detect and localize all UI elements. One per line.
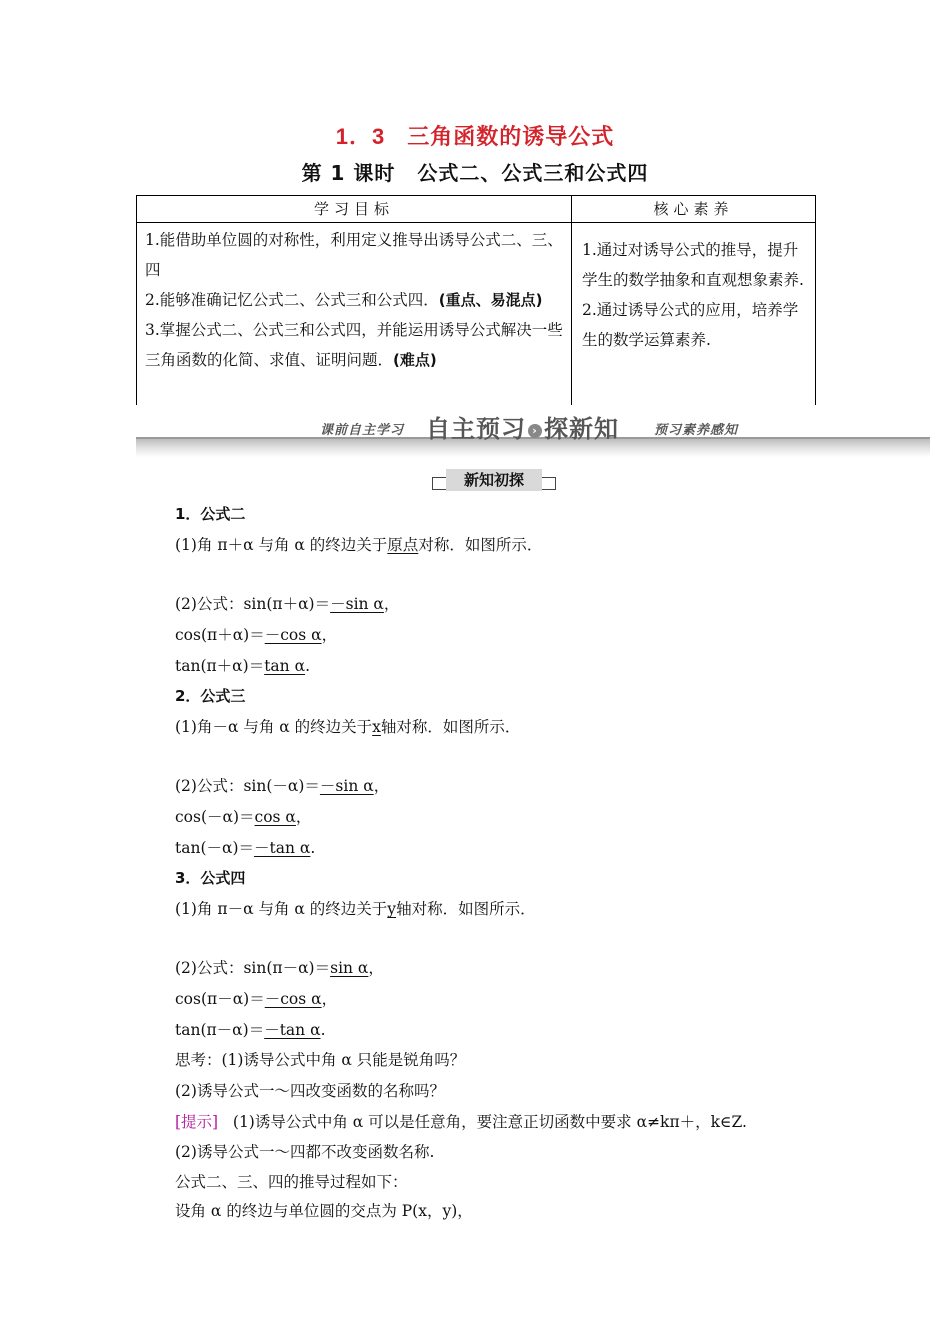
formula-three-line-3: cos(－α)＝cos α， (175, 808, 312, 826)
formula-two-line-4: tan(π＋α)＝tan α. (175, 657, 310, 675)
goal-item-1: 1.能借助单位圆的对称性，利用定义推导出诱导公式二、三、四 (145, 231, 563, 279)
lesson-number: 1．3 (335, 124, 386, 149)
lesson-title-text: 三角函数的诱导公式 (407, 125, 615, 150)
think-question-2: (2)诱导公式一～四改变函数的名称吗？ (175, 1082, 445, 1100)
tip-line-2: (2)诱导公式一～四都不改变函数名称. (175, 1143, 435, 1161)
formula-three-heading: 2．公式三 (175, 687, 246, 705)
goal-item-3: 3.掌握公式二、公式三和公式四，并能运用诱导公式解决一些三角函数的化简、求值、证明问题．(难点) (145, 321, 563, 369)
banner-right-label: 预习素养感知 (654, 423, 739, 438)
subtitle-topic: 公式二、公式三和公式四 (417, 161, 649, 185)
formula-four-line-3: cos(π－α)＝－cos α， (175, 990, 338, 1008)
goals-header: 学习目标 (136, 196, 572, 222)
formula-two-line-2: (2)公式：sin(π＋α)＝－sin α， (175, 595, 400, 613)
tip-label: [提示] (175, 1113, 219, 1131)
derivation-intro: 公式二、三、四的推导过程如下： (175, 1173, 408, 1191)
section-tag (432, 469, 556, 493)
section-tag-label: 新知初探 (446, 469, 542, 491)
literacy-item-1: 1.通过对诱导公式的推导，提升学生的数学抽象和直观想象素养. (582, 241, 804, 289)
formula-three-line-4: tan(－α)＝－tan α. (175, 839, 316, 857)
formula-three-line-1: (1)角－α 与角 α 的终边关于x轴对称．如图所示． (175, 718, 521, 736)
subtitle-period: 第 1 课时 (301, 161, 396, 185)
section-banner (136, 411, 930, 455)
lesson-subtitle (0, 157, 950, 186)
formula-two-line-3: cos(π＋α)＝－cos α， (175, 626, 338, 644)
goal-item-2: 2.能够准确记忆公式二、公式三和公式四．(重点、易混点) (145, 291, 543, 309)
banner-title: 自主预习 › 探新知 (426, 415, 619, 443)
goals-cell (136, 223, 572, 405)
tip-line-1: [提示] (1)诱导公式中角 α 可以是任意角，要注意正切函数中要求 α≠kπ＋，k∈Z. (175, 1113, 747, 1131)
lesson-title (0, 120, 950, 151)
formula-four-line-1: (1)角 π－α 与角 α 的终边关于y轴对称．如图所示． (175, 900, 536, 918)
formula-four-line-2: (2)公式：sin(π－α)＝sin α， (175, 959, 384, 977)
literacy-cell (572, 223, 816, 405)
literacy-item-2: 2.通过诱导公式的应用，培养学生的数学运算素养. (582, 301, 799, 349)
formula-three-line-2: (2)公式：sin(－α)＝－sin α， (175, 777, 390, 795)
think-question-1: 思考：(1)诱导公式中角 α 只能是锐角吗？ (175, 1051, 466, 1069)
chevron-right-icon: › (528, 424, 542, 438)
formula-four-heading: 3．公式四 (175, 869, 246, 887)
banner-left-label: 课前自主学习 (320, 423, 405, 438)
learning-goals-table (136, 195, 816, 405)
literacy-header: 核心素养 (572, 196, 816, 222)
formula-two-heading: 1．公式二 (175, 505, 246, 523)
formula-four-line-4: tan(π－α)＝－tan α. (175, 1021, 326, 1039)
derivation-setup: 设角 α 的终边与单位圆的交点为 P(x，y)， (175, 1202, 473, 1220)
formula-two-line-1: (1)角 π＋α 与角 α 的终边关于原点对称．如图所示． (175, 536, 543, 554)
